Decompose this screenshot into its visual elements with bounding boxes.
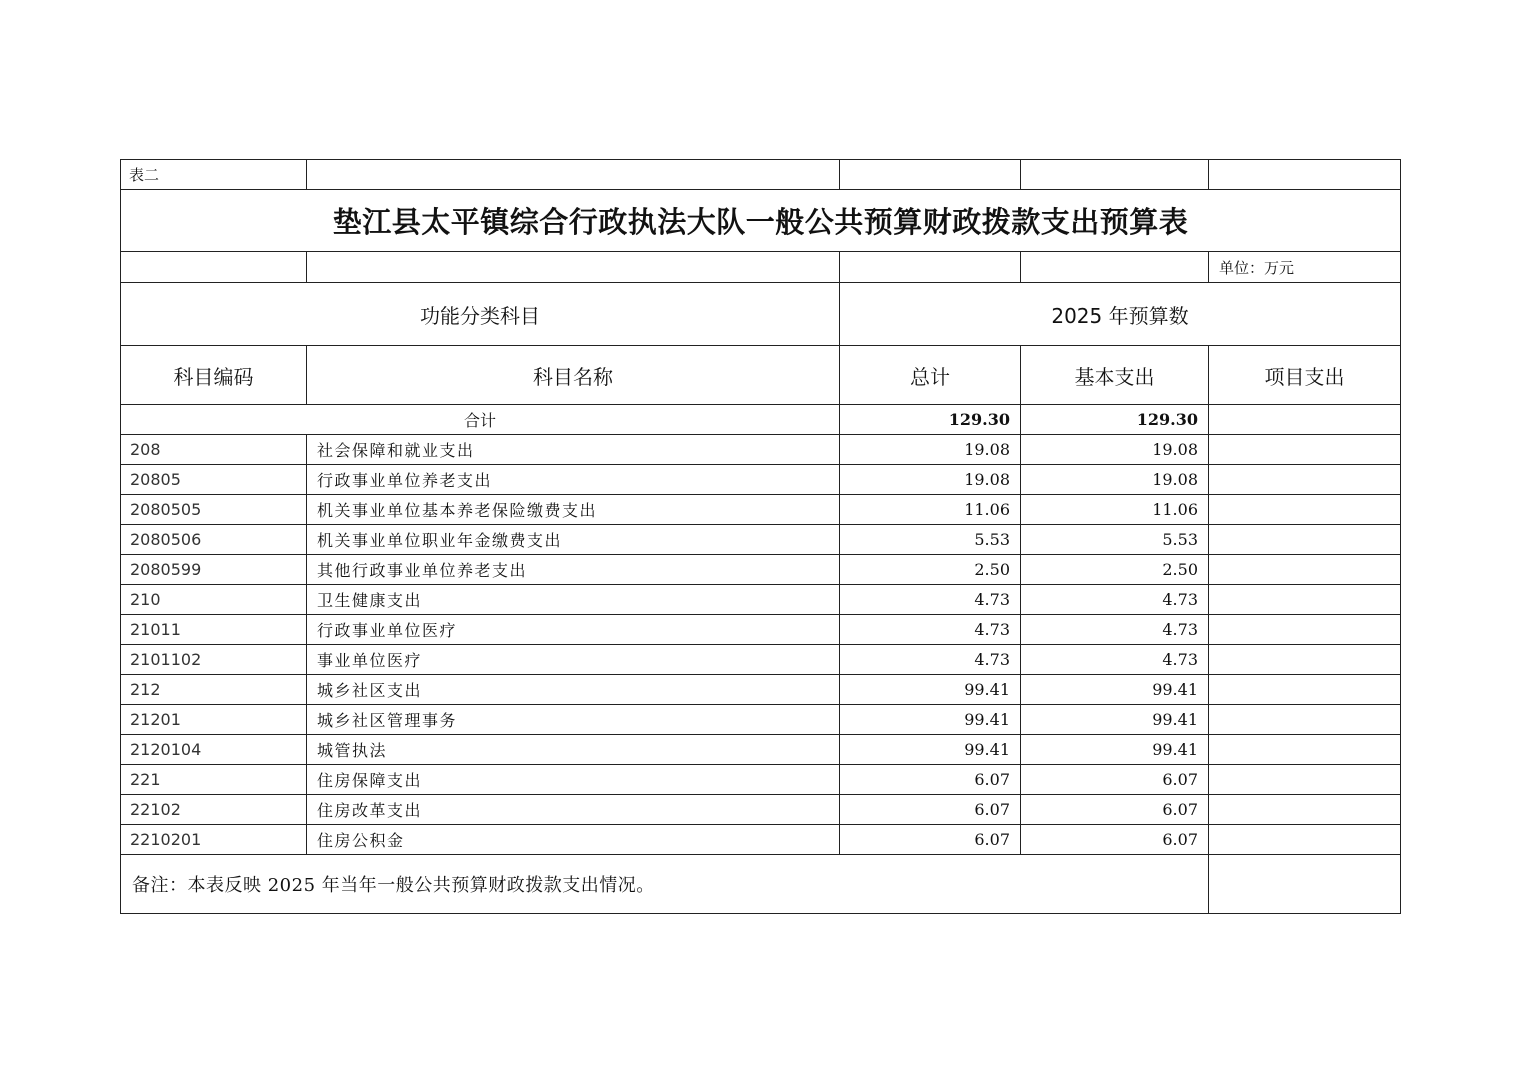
row-name: 事业单位医疗 [307, 645, 840, 675]
row-name: 行政事业单位医疗 [307, 615, 840, 645]
row-basic: 4.73 [1021, 645, 1209, 675]
budget-table [120, 159, 1401, 914]
table-label-row [121, 160, 1401, 190]
row-basic: 4.73 [1021, 585, 1209, 615]
header-row-2 [121, 346, 1401, 405]
table-row [121, 615, 1401, 645]
row-total: 99.41 [840, 705, 1021, 735]
row-basic: 2.50 [1021, 555, 1209, 585]
row-total: 4.73 [840, 645, 1021, 675]
page-title: 垫江县太平镇综合行政执法大队一般公共预算财政拨款支出预算表 [121, 190, 1401, 252]
row-name: 城乡社区管理事务 [307, 705, 840, 735]
table-row [121, 825, 1401, 855]
row-project [1209, 525, 1401, 555]
row-name: 住房改革支出 [307, 795, 840, 825]
title-row [121, 190, 1401, 252]
row-total: 4.73 [840, 585, 1021, 615]
row-project [1209, 465, 1401, 495]
row-basic: 5.53 [1021, 525, 1209, 555]
row-total: 4.73 [840, 615, 1021, 645]
table-row [121, 705, 1401, 735]
row-code: 212 [121, 675, 307, 705]
row-project [1209, 495, 1401, 525]
header-total: 总计 [840, 346, 1021, 405]
header-project: 项目支出 [1209, 346, 1401, 405]
row-name: 其他行政事业单位养老支出 [307, 555, 840, 585]
row-total: 19.08 [840, 435, 1021, 465]
row-basic: 11.06 [1021, 495, 1209, 525]
note-row [121, 855, 1401, 914]
table-row [121, 795, 1401, 825]
table-label: 表二 [121, 160, 307, 190]
row-project [1209, 765, 1401, 795]
row-code: 22102 [121, 795, 307, 825]
table-row [121, 525, 1401, 555]
row-project [1209, 585, 1401, 615]
unit-label: 单位：万元 [1209, 252, 1401, 283]
table-row [121, 585, 1401, 615]
row-project [1209, 825, 1401, 855]
row-project [1209, 645, 1401, 675]
table-row [121, 495, 1401, 525]
row-total: 6.07 [840, 795, 1021, 825]
table-row [121, 555, 1401, 585]
row-code: 2210201 [121, 825, 307, 855]
row-basic: 99.41 [1021, 675, 1209, 705]
row-code: 2080506 [121, 525, 307, 555]
header-function-category: 功能分类科目 [121, 283, 840, 346]
row-total: 6.07 [840, 825, 1021, 855]
row-project [1209, 735, 1401, 765]
row-name: 城乡社区支出 [307, 675, 840, 705]
total-row [121, 405, 1401, 435]
row-name: 行政事业单位养老支出 [307, 465, 840, 495]
table-row [121, 645, 1401, 675]
total-basic: 129.30 [1021, 405, 1209, 435]
total-label: 合计 [121, 405, 840, 435]
header-basic: 基本支出 [1021, 346, 1209, 405]
row-code: 2080505 [121, 495, 307, 525]
row-basic: 6.07 [1021, 765, 1209, 795]
row-basic: 19.08 [1021, 435, 1209, 465]
table-row [121, 435, 1401, 465]
row-code: 221 [121, 765, 307, 795]
row-project [1209, 555, 1401, 585]
row-total: 19.08 [840, 465, 1021, 495]
row-total: 2.50 [840, 555, 1021, 585]
row-code: 210 [121, 585, 307, 615]
row-name: 住房公积金 [307, 825, 840, 855]
row-code: 2120104 [121, 735, 307, 765]
row-project [1209, 705, 1401, 735]
table-row [121, 765, 1401, 795]
row-basic: 19.08 [1021, 465, 1209, 495]
total-sum: 129.30 [840, 405, 1021, 435]
header-budget-year: 2025 年预算数 [840, 283, 1401, 346]
row-code: 20805 [121, 465, 307, 495]
row-name: 城管执法 [307, 735, 840, 765]
row-basic: 99.41 [1021, 705, 1209, 735]
row-code: 2080599 [121, 555, 307, 585]
row-code: 2101102 [121, 645, 307, 675]
row-project [1209, 615, 1401, 645]
row-total: 11.06 [840, 495, 1021, 525]
row-basic: 4.73 [1021, 615, 1209, 645]
row-basic: 99.41 [1021, 735, 1209, 765]
row-code: 208 [121, 435, 307, 465]
unit-row [121, 252, 1401, 283]
row-name: 社会保障和就业支出 [307, 435, 840, 465]
table-row [121, 675, 1401, 705]
table-row [121, 465, 1401, 495]
row-total: 6.07 [840, 765, 1021, 795]
row-code: 21201 [121, 705, 307, 735]
table-row [121, 735, 1401, 765]
row-total: 99.41 [840, 735, 1021, 765]
header-row-1 [121, 283, 1401, 346]
row-name: 机关事业单位基本养老保险缴费支出 [307, 495, 840, 525]
note-text: 备注：本表反映 2025 年当年一般公共预算财政拨款支出情况。 [121, 855, 1209, 914]
row-project [1209, 675, 1401, 705]
row-code: 21011 [121, 615, 307, 645]
row-total: 5.53 [840, 525, 1021, 555]
row-name: 卫生健康支出 [307, 585, 840, 615]
row-name: 住房保障支出 [307, 765, 840, 795]
total-project [1209, 405, 1401, 435]
row-project [1209, 795, 1401, 825]
row-name: 机关事业单位职业年金缴费支出 [307, 525, 840, 555]
row-total: 99.41 [840, 675, 1021, 705]
row-project [1209, 435, 1401, 465]
row-basic: 6.07 [1021, 795, 1209, 825]
header-code: 科目编码 [121, 346, 307, 405]
header-name: 科目名称 [307, 346, 840, 405]
row-basic: 6.07 [1021, 825, 1209, 855]
